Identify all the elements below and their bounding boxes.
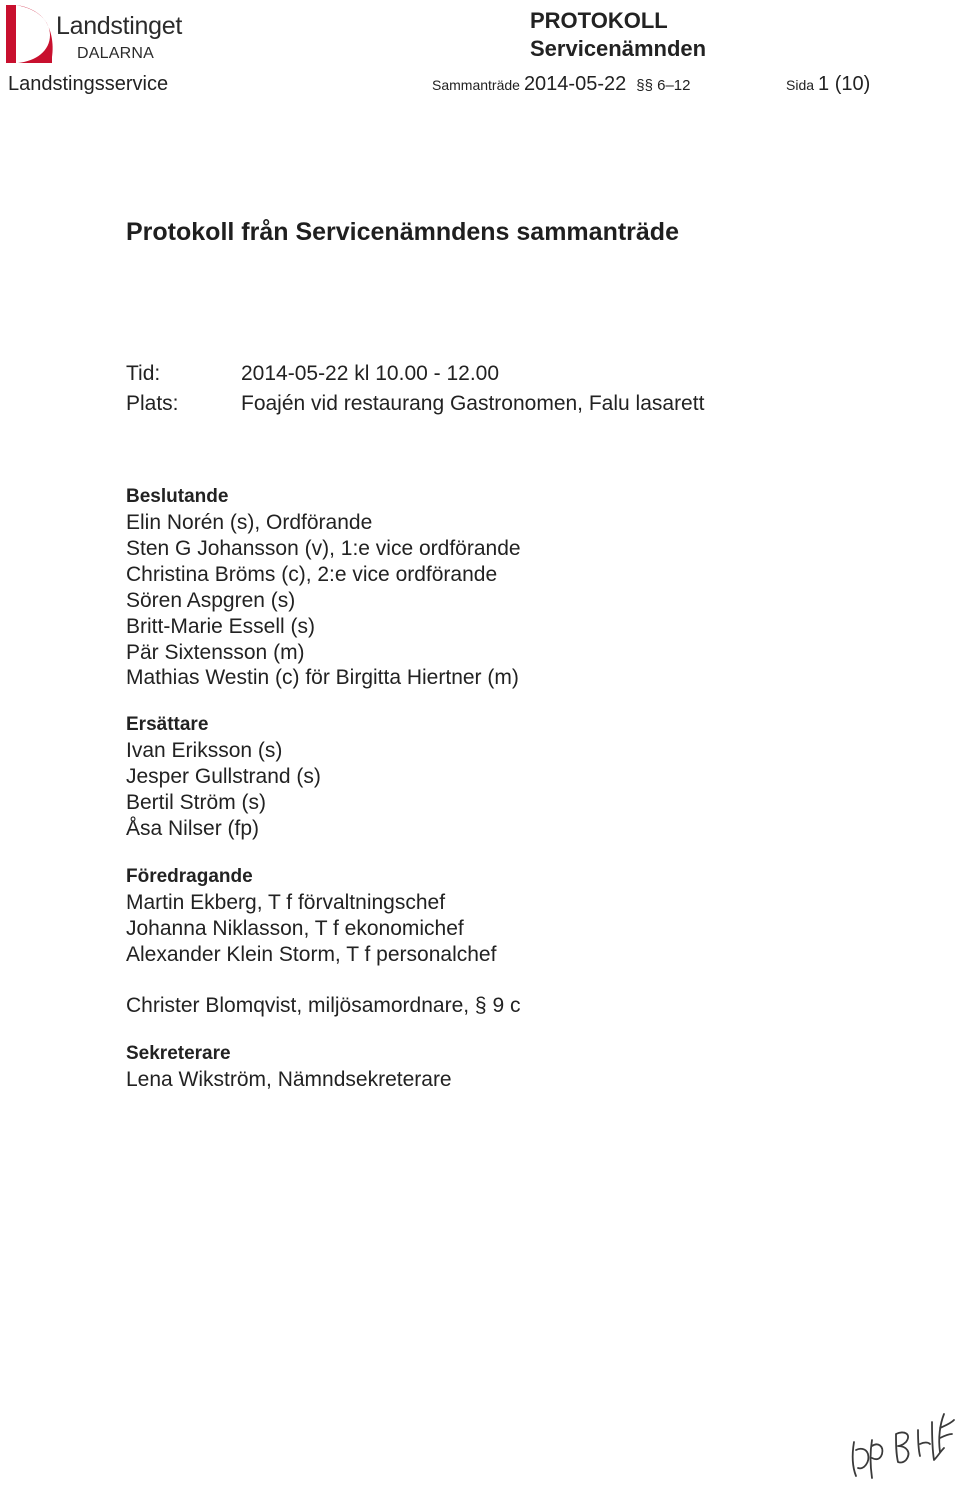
organization-logo — [6, 5, 182, 65]
list-item: Ivan Eriksson (s) — [126, 739, 283, 762]
list-item: Martin Ekberg, T f förvaltningschef — [126, 891, 446, 914]
foredragande-heading: Föredragande — [126, 866, 253, 887]
document-title: Protokoll från Servicenämndens sammanträde — [126, 218, 679, 246]
time-value: 2014-05-22 kl 10.00 - 12.00 — [241, 362, 500, 385]
list-item: Elin Norén (s), Ordförande — [126, 511, 373, 534]
meeting-label: Sammanträde — [432, 77, 520, 93]
beslutande-list — [126, 510, 521, 691]
logo-name: Landstinget — [56, 12, 182, 40]
list-item: Johanna Niklasson, T f ekonomichef — [126, 916, 464, 940]
foredragande-list — [126, 890, 496, 968]
list-item: Åsa Nilser (fp) — [126, 816, 260, 840]
list-item: Christina Bröms (c), 2:e vice ordförande — [126, 562, 498, 586]
list-item: Sören Aspgren (s) — [126, 588, 296, 612]
list-item: Lena Wikström, Nämndsekreterare — [126, 1068, 452, 1091]
meeting-info — [432, 73, 690, 96]
page-indicator — [786, 73, 870, 96]
department-name: Landstingsservice — [8, 73, 169, 95]
list-item: Mathias Westin (c) för Birgitta Hiertner (m) — [126, 666, 519, 690]
time-label: Tid: — [126, 362, 161, 385]
document-type: PROTOKOLL — [530, 8, 668, 33]
handwritten-initials-icon — [840, 1404, 958, 1482]
list-item: Jesper Gullstrand (s) — [126, 764, 321, 788]
list-item: Pär Sixtensson (m) — [126, 640, 305, 664]
beslutande-heading: Beslutande — [126, 486, 229, 507]
list-item: Alexander Klein Storm, T f personalchef — [126, 942, 497, 966]
sekreterare-heading: Sekreterare — [126, 1043, 231, 1064]
sekreterare-list — [126, 1067, 452, 1093]
place-value: Foajén vid restaurang Gastronomen, Falu lasarett — [241, 392, 705, 415]
ersattare-list — [126, 738, 321, 842]
list-item: Britt-Marie Essell (s) — [126, 614, 316, 638]
page-number: 1 (10) — [818, 73, 871, 95]
logo-region: DALARNA — [77, 45, 154, 62]
page-label: Sida — [786, 77, 815, 93]
list-item: Bertil Ström (s) — [126, 790, 267, 814]
landstinget-logo-icon — [6, 5, 54, 63]
ersattare-heading: Ersättare — [126, 714, 209, 735]
list-item: Sten G Johansson (v), 1:e vice ordförande — [126, 536, 521, 560]
additional-presenter: Christer Blomqvist, miljösamordnare, § 9 c — [126, 994, 521, 1017]
place-label: Plats: — [126, 392, 179, 415]
paragraph-range: §§ 6–12 — [636, 77, 691, 94]
board-name: Servicenämnden — [530, 36, 707, 61]
meeting-date: 2014-05-22 — [523, 73, 627, 95]
